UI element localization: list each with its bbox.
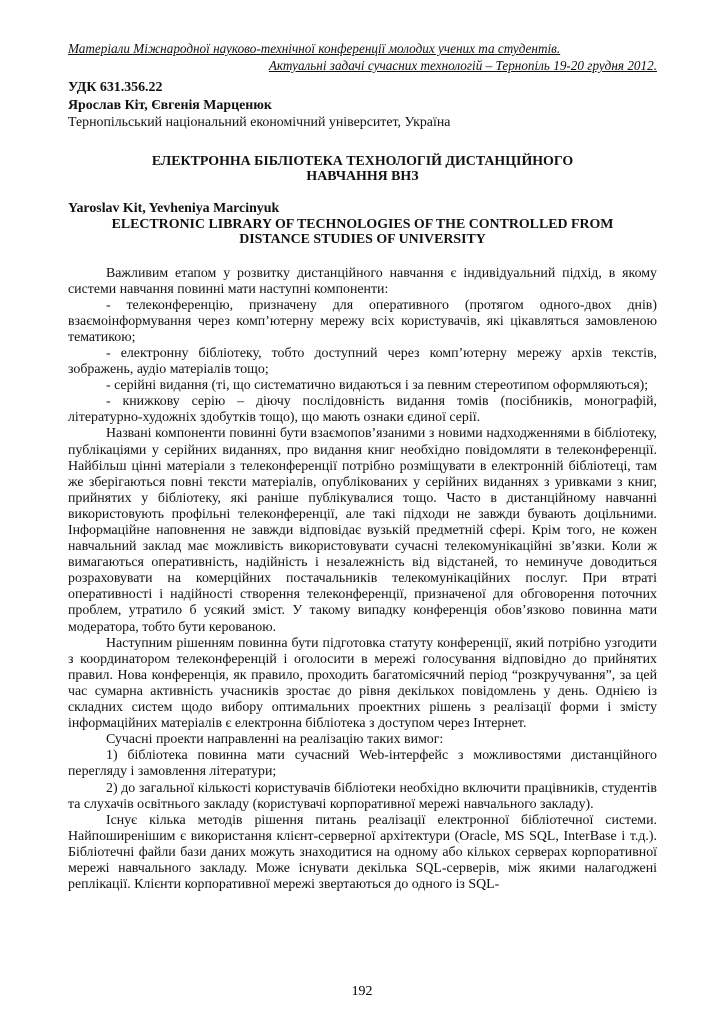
header-line-1: Матеріали Міжнародної науково-технічної конференції молодих учених та студентів.	[68, 41, 561, 56]
list-item: 2) до загальної кількості користувачів бібліотеки необхідно включити працівників, студентів та слухачів освітнього закладу (користувачі корпоративної мережі навчального закладу).	[68, 780, 657, 812]
body-paragraph: Існує кілька методів рішення питань реалізації електронної бібліотечної системи. Найпоширенішим є використання клієнт-серверної архітектури (Oracle, MS SQL, InterBase і т.д.). Бібліотечні файли бази даних можуть знаходитися на одному або кількох серверах корпоративної мережі навчального закладу. Може існувати декілька SQL-серверів, між якими налагоджені реплікації. Клієнти корпоративної мережі звертаються до одного із SQL-	[68, 812, 657, 893]
article-body	[68, 266, 657, 894]
body-paragraph: Сучасні проекти направленні на реалізацію таких вимог:	[106, 732, 444, 748]
title-en-line: ELECTRONIC LIBRARY OF TECHNOLOGIES OF THE CONTROLLED FROM	[111, 216, 614, 232]
header-line-2: Актуальні задачі сучасних технологій – Тернопіль 19-20 грудня 2012.	[268, 58, 657, 73]
body-paragraph: Наступним рішенням повинна бути підготовка статуту конференції, який потрібно узгодити з координатором телеконференцій і оголосити в мережі голосування відповідно до прийнятих правил. Нова конференція, як правило, проходить багатомісячний період “розкручування”, за цей час сумарна активність учасників зростає до рівня декількох повідомлень у день. Однією із складних систем щодо вибору оптимальних проектних рішень з реалізації форми і змісту інформаційних матеріалів є електронна бібліотека з доступом через Інтернет.	[68, 635, 657, 732]
list-item: - телеконференцію, призначену для оперативного (протягом одного-двох днів) взаємоінформування через комп’ютерну мережу всіх користувачів, які цікавляться замовленою тематикою;	[68, 297, 657, 345]
list-item: - серійні видання (ті, що систематично видаються і за певним стереотипом оформляються);	[106, 378, 649, 394]
article-meta	[68, 79, 657, 132]
title-en	[68, 217, 657, 248]
udk-code: УДК 631.356.22	[68, 80, 163, 95]
body-paragraph: Названі компоненти повинні бути взаємопов’язаними з новими надходженнями в бібліотеку, публікаціями у серійних виданнях, про видання книг необхідно повідомляти в телеконференції. Найбільш цінні матеріали з телеконференції потрібно розміщувати в електронній бібліотеці, там же зберігаються повні тексти матеріалів, опублікованих у серійних виданнях з уривками з книг, прийнятих у бібліотеку, які раніше публікувалися тощо. Часто в дистанційному навчанні використовують профільні телеконференції, але такі підходи не завжди бувають доцільними. Інформаційне наповнення не завжди відповідає вузькій предметній сфері. Крім того, не кожен навчальний заклад має можливість використовувати сучасні телекомунікаційні зв’язки. Коли ж вимагаються оперативність, надійність і незалежність від відстаней, то неминуче доводиться розраховувати на комерційних постачальників телекомунікаційних послуг. При втраті оперативності і надійності створення телеконференції, призначеної для обговорення поточних проблем, утратило б усякий зміст. У такому випадку конференція обов’язково повинна мати модератора, тобто бути керованою.	[68, 426, 657, 635]
title-ua-line: ЕЛЕКТРОННА БІБЛІОТЕКА ТЕХНОЛОГІЙ ДИСТАНЦІЙНОГО	[151, 153, 574, 169]
body-paragraph: Важливим етапом у розвитку дистанційного навчання є індивідуальний підхід, в якому системи навчання повинні мати наступні компоненти:	[68, 265, 657, 297]
affiliation: Тернопільський національний економічний університет, Україна	[68, 115, 451, 130]
list-item: - книжкову серію – діючу послідовність видання томів (посібників, монографій, літературно-художніх здобутків тощо), що мають ознаки єдиної серії.	[68, 394, 657, 426]
authors-en: Yaroslav Kit, Yevheniya Marcinyuk	[68, 200, 280, 216]
running-header	[68, 40, 657, 74]
page-number: 192	[351, 984, 373, 999]
list-item: - електронну бібліотеку, тобто доступний через комп’ютерну мережу архів текстів, зображень, аудіо матеріалів тощо;	[68, 345, 657, 378]
title-ua	[68, 154, 657, 185]
list-item: 1) бібліотека повинна мати сучасний Web-інтерфейс з можливостями дистанційного перегляду і замовлення літератури;	[68, 748, 657, 780]
title-en-line: DISTANCE STUDIES OF UNIVERSITY	[239, 232, 486, 247]
authors-ua: Ярослав Кіт, Євгенія Марценюк	[68, 97, 272, 113]
title-ua-line: НАВЧАННЯ ВНЗ	[306, 169, 419, 184]
